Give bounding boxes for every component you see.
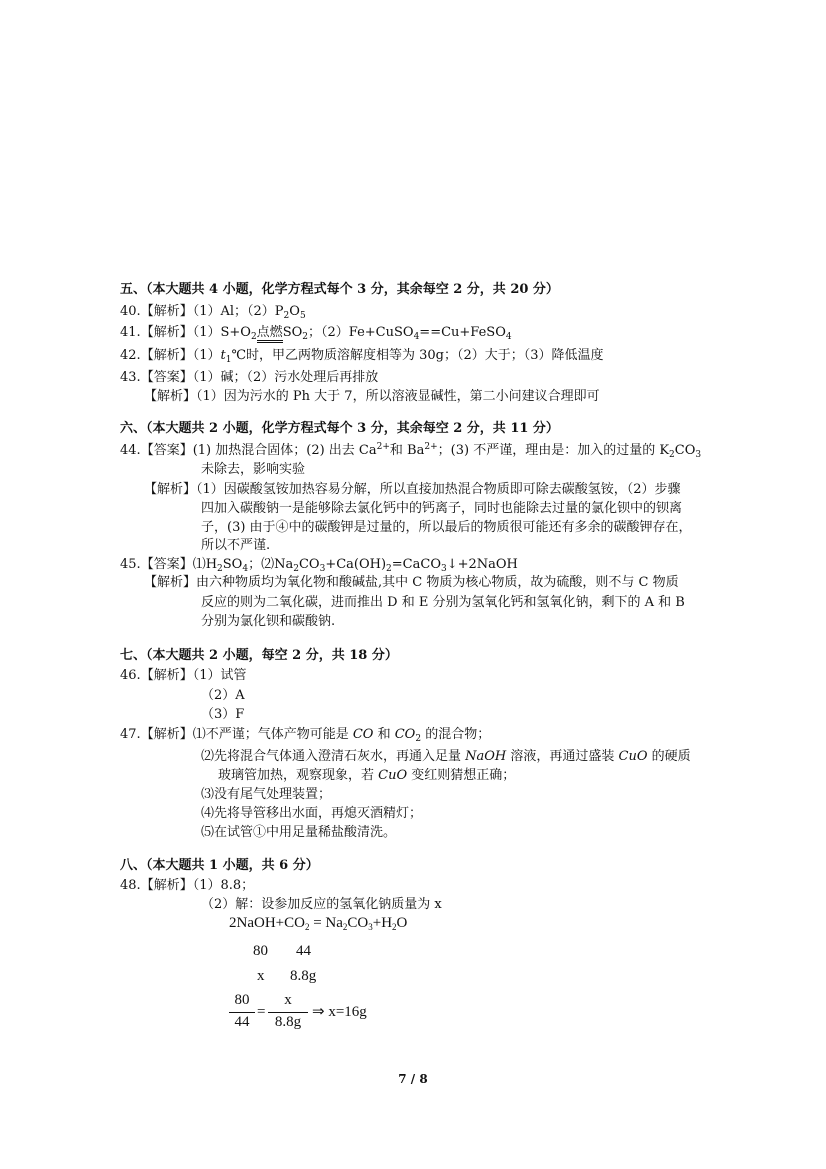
- q40-tag: 【解析】: [140, 304, 193, 319]
- q47-text: ⑴不严谨；气体产物可能是: [192, 727, 353, 742]
- formula: CO: [394, 727, 416, 742]
- q41-text-b: SO: [282, 325, 303, 340]
- equation-part: 2NaOH+CO: [229, 915, 305, 931]
- unknown-x: x: [257, 968, 265, 984]
- q48-text: （1）8.8；: [192, 878, 255, 893]
- q42-tag: 【解析】: [140, 348, 193, 363]
- q48-line2: （2）解：设参加反应的氢氧化钠质量为 x: [201, 897, 442, 912]
- q40-text-b: O: [289, 304, 300, 319]
- subscript: 2: [283, 311, 290, 321]
- q47-line1: [120, 726, 490, 745]
- temperature-symbol: t: [220, 348, 226, 363]
- q47-tag: 【解析】: [140, 727, 193, 742]
- q47-text: 玻璃管加热，观察现象，若: [218, 768, 379, 783]
- subscript: 2: [669, 450, 675, 460]
- subscript: 2: [392, 922, 397, 932]
- subscript: 3: [319, 564, 326, 574]
- molar-mass-44: 44: [296, 943, 311, 959]
- q40-text: （1）Al；（2）P: [192, 304, 284, 319]
- q47-text-b: 变红则猜想正确；: [407, 768, 516, 783]
- subscript: 3: [440, 564, 447, 574]
- q46-tag: 【解析】: [140, 668, 193, 683]
- fraction-bar: [229, 1012, 255, 1013]
- subscript: 4: [413, 332, 420, 342]
- q45-text-d: CO: [298, 557, 320, 572]
- subscript: 3: [368, 922, 373, 932]
- q43-analysis: [144, 388, 600, 406]
- q44-answer-text-b: 和 Ba: [389, 443, 425, 458]
- q45-text-b: SO: [222, 557, 243, 572]
- result-x-16g: ⇒ x=16g: [312, 1004, 367, 1020]
- q48-number: 48.: [120, 878, 141, 893]
- section-8-heading: 八、（本大题共 1 小题，共 6 分）: [120, 858, 319, 873]
- q44-tag: 【答案】: [140, 443, 193, 458]
- q41-line: [120, 324, 512, 343]
- q45-analysis-line1: [144, 574, 679, 592]
- q45-text-e: +Ca(OH): [325, 557, 387, 572]
- q45-text-c: ；⑵Na: [248, 557, 294, 572]
- q40-number: 40.: [120, 304, 141, 319]
- q44-number: 44.: [120, 443, 141, 458]
- molar-mass-80: 80: [253, 943, 268, 959]
- q47-text-c: 的混合物；: [421, 727, 491, 742]
- section-7-heading: 七、（本大题共 2 小题，每空 2 分，共 18 分）: [120, 648, 398, 663]
- equation-part: O: [396, 915, 408, 931]
- fraction-denominator: 8.8g: [274, 1014, 302, 1030]
- q46-text: （1）试管: [192, 668, 247, 683]
- q43-answer: （1）碱；（2）污水处理后再排放: [192, 370, 379, 385]
- q47-text-c: 的硬质: [647, 749, 691, 764]
- q44-tag2: 【解析】: [144, 482, 197, 497]
- q46-line2: （2）A: [201, 688, 245, 703]
- q44-analysis-line1: [144, 481, 681, 499]
- q43-line: [120, 369, 378, 387]
- q41-tag: 【解析】: [140, 325, 193, 340]
- q47-line2: [201, 748, 691, 766]
- superscript: 2+: [376, 442, 390, 452]
- subscript: 2: [293, 564, 299, 574]
- subscript: 4: [505, 332, 512, 342]
- subscript: 2: [302, 332, 308, 342]
- q42-number: 42.: [120, 348, 141, 363]
- fraction-bar: [268, 1012, 308, 1013]
- q47-number: 47.: [120, 727, 141, 742]
- formula: CuO: [378, 768, 408, 783]
- q46-number: 46.: [120, 668, 141, 683]
- subscript: 2: [386, 564, 392, 574]
- q42-line: [120, 347, 604, 366]
- q44-analysis-line3: 子，(3) 由于④中的碳酸钾是过量的，所以最后的物质很可能还有多余的碳酸钾存在，: [201, 520, 692, 535]
- fraction-denominator: 44: [234, 1014, 250, 1030]
- q44-answer-text-c: ；(3) 不严谨，理由是：加入的过量的 K: [437, 443, 670, 458]
- subscript: 2: [304, 922, 310, 932]
- q47-line6: ⑸在试管①中用足量稀盐酸清洗。: [201, 825, 397, 840]
- q44-analysis-line4: 所以不严谨.: [201, 538, 271, 553]
- section-6-heading: 六、（本大题共 2 小题，化学方程式每个 3 分，其余每空 2 分，共 11 分）: [120, 421, 559, 436]
- section-5-heading: 五、（本大题共 4 小题，化学方程式每个 3 分，其余每空 2 分，共 20 分）: [120, 282, 559, 297]
- q48-line1: [120, 877, 254, 895]
- q45-text: ⑴H: [192, 557, 218, 572]
- subscript: 3: [695, 450, 702, 460]
- q44-answer-line: [120, 442, 701, 461]
- q41-text-c: ；（2）Fe+CuSO: [308, 325, 414, 340]
- formula: CuO: [618, 749, 648, 764]
- q44-answer-text: (1) 加热混合固体；(2) 出去 Ca: [192, 443, 377, 458]
- formula: CO: [352, 727, 374, 742]
- subscript: 5: [299, 311, 306, 321]
- q45-analysis-line2: 反应的则为二氧化碳，进而推出 D 和 E 分别为氢氧化钙和氢氧化钠，剩下的 A 和 B: [201, 595, 685, 610]
- q42-text-b: ℃时，甲乙两物质溶解度相等为 30g；（2）大于；（3）降低温度: [231, 348, 604, 363]
- q47-line4: ⑶没有尾气处理装置；: [201, 787, 332, 802]
- equation-part: CO: [347, 915, 369, 931]
- q44-answer-line2: 未除去，影响实验: [201, 462, 306, 477]
- page-number: 7 / 8: [398, 1072, 428, 1086]
- q47-line3: [218, 767, 515, 785]
- subscript: 1: [225, 355, 232, 365]
- q44-answer-text-d: CO: [674, 443, 696, 458]
- q41-number: 41.: [120, 325, 141, 340]
- q40-line: [120, 303, 306, 322]
- q41-text: （1）S+O: [192, 325, 251, 340]
- q43-tag2: 【解析】: [144, 389, 197, 404]
- equation-part: +H: [372, 915, 393, 931]
- q42-text: （1）: [192, 348, 221, 363]
- fraction-numerator: x: [284, 992, 292, 1008]
- q45-number: 45.: [120, 557, 141, 572]
- q43-number: 43.: [120, 370, 141, 385]
- q46-line1: [120, 667, 246, 685]
- fraction-numerator: 80: [234, 992, 250, 1008]
- reaction-condition: 点燃: [257, 325, 283, 343]
- q48-equation: [229, 914, 407, 933]
- q45-text-g: ↓+2NaOH: [446, 557, 518, 572]
- q43-analysis-text: （1）因为污水的 Ph 大于 7，所以溶液显碱性，第二小问建议合理即可: [196, 389, 600, 404]
- mass-8-8g: 8.8g: [290, 968, 317, 984]
- equals-sign: =: [257, 1004, 266, 1020]
- equation-part: = Na: [309, 915, 343, 931]
- q47-text-b: 和: [373, 727, 395, 742]
- q41-text-d: ==Cu+FeSO: [419, 325, 506, 340]
- q45-tag: 【答案】: [140, 557, 193, 572]
- q45-tag2: 【解析】: [144, 575, 197, 590]
- subscript: 4: [242, 564, 249, 574]
- q44-analysis-text: （1）因碳酸氢铵加热容易分解，所以直接加热混合物质即可除去碳酸氢铵，（2）步骤: [196, 482, 681, 497]
- q45-analysis-text: 由六种物质均为氧化物和酸碱盐,其中 C 物质为核心物质，故为硫酸，则不与 C 物质: [196, 575, 679, 590]
- subscript: 2: [415, 734, 422, 744]
- q43-tag: 【答案】: [140, 370, 193, 385]
- superscript: 2+: [424, 442, 438, 452]
- q47-text-b: 溶液，再通过盛装: [506, 749, 619, 764]
- q45-analysis-line3: 分别为氯化钡和碳酸钠.: [201, 614, 336, 629]
- q46-line3: （3）F: [201, 707, 245, 722]
- q47-text: ⑵先将混合气体通入澄清石灰水，再通入足量: [201, 749, 466, 764]
- q44-analysis-line2: 四加入碳酸钠一是能够除去氯化钙中的钙离子，同时也能除去过量的氯化钡中的钡离: [201, 501, 683, 516]
- q48-tag: 【解析】: [140, 878, 193, 893]
- formula: NaOH: [465, 749, 507, 764]
- subscript: 2: [217, 564, 223, 574]
- subscript: 2: [250, 332, 257, 342]
- q47-line5: ⑷先将导管移出水面，再熄灭酒精灯；: [201, 806, 423, 821]
- q45-text-f: =CaCO: [391, 557, 441, 572]
- subscript: 2: [342, 922, 348, 932]
- q45-answer-line: [120, 556, 518, 575]
